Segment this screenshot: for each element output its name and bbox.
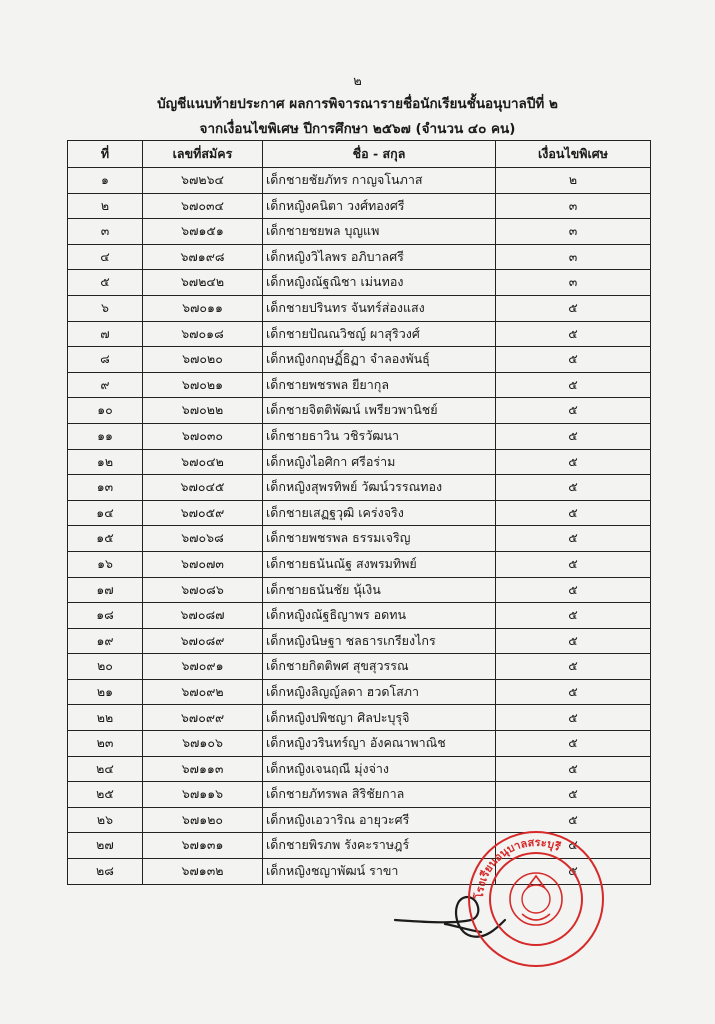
special-condition: ๒ <box>496 168 651 194</box>
table-row <box>68 679 651 705</box>
student-name: เด็กชายชัยภัทร กาญจโนภาส <box>263 168 496 194</box>
application-number: ๖๗๐๕๙ <box>143 500 263 526</box>
special-condition: ๕ <box>496 295 651 321</box>
row-number: ๒๔ <box>68 756 143 782</box>
special-condition: ๓ <box>496 193 651 219</box>
table-row <box>68 449 651 475</box>
student-name: เด็กหญิงวรินทร์ญา อังคณาพาณิช <box>263 731 496 757</box>
table-row <box>68 372 651 398</box>
table-row <box>68 500 651 526</box>
table-row <box>68 423 651 449</box>
row-number: ๔ <box>68 244 143 270</box>
row-number: ๒๑ <box>68 679 143 705</box>
student-name: เด็กชายชยพล บุญแพ <box>263 219 496 245</box>
row-number: ๑ <box>68 168 143 194</box>
special-condition: ๕ <box>496 705 651 731</box>
application-number: ๖๗๐๘๖ <box>143 577 263 603</box>
student-name: เด็กหญิงณัฐณิชา เม่นทอง <box>263 270 496 296</box>
table-row <box>68 756 651 782</box>
table-header-row <box>68 141 651 168</box>
table-row <box>68 603 651 629</box>
table-row <box>68 193 651 219</box>
application-number: ๖๗๐๔๕ <box>143 475 263 501</box>
document-title-line-2: จากเงื่อนไขพิเศษ ปีการศึกษา ๒๕๖๗ (จำนวน ๔๐ คน) <box>199 121 516 137</box>
header-special-condition: เงื่อนไขพิเศษ <box>496 141 651 168</box>
application-number: ๖๗๐๗๓ <box>143 551 263 577</box>
application-number: ๖๗๐๙๑ <box>143 654 263 680</box>
special-condition: ๕ <box>496 782 651 808</box>
student-name: เด็กชายพชรพล ยียากุล <box>263 372 496 398</box>
student-name: เด็กหญิงณัฐธิญาพร อดทน <box>263 603 496 629</box>
application-number: ๖๗๐๑๑ <box>143 295 263 321</box>
application-number: ๖๗๐๒๑ <box>143 372 263 398</box>
table-row <box>68 628 651 654</box>
student-name: เด็กหญิงเจนฤณี มุ่งจ่าง <box>263 756 496 782</box>
table-row <box>68 219 651 245</box>
table-row <box>68 782 651 808</box>
document-title-line-1: บัญชีแนบท้ายประกาศ ผลการพิจารณารายชื่อนักเรียนชั้นอนุบาลปีที่ ๒ <box>157 96 558 112</box>
row-number: ๑๐ <box>68 398 143 424</box>
table-row <box>68 731 651 757</box>
special-condition: ๕ <box>496 423 651 449</box>
table-row <box>68 705 651 731</box>
table-row <box>68 654 651 680</box>
table-row <box>68 526 651 552</box>
special-condition: ๓ <box>496 244 651 270</box>
application-number: ๖๗๐๑๘ <box>143 321 263 347</box>
application-number: ๖๗๐๙๙ <box>143 705 263 731</box>
student-name: เด็กหญิงเอวาริณ อายุวะศรี <box>263 807 496 833</box>
special-condition: ๕ <box>496 731 651 757</box>
row-number: ๗ <box>68 321 143 347</box>
application-number: ๖๗๑๑๓ <box>143 756 263 782</box>
special-condition: ๓ <box>496 270 651 296</box>
special-condition: ๕ <box>496 603 651 629</box>
special-condition: ๕ <box>496 654 651 680</box>
student-name: เด็กหญิงวิไลพร อภิบาลศรี <box>263 244 496 270</box>
student-name: เด็กหญิงลิญญ์ลดา ฮวดโสภา <box>263 679 496 705</box>
special-condition: ๕ <box>496 500 651 526</box>
special-condition: ๕ <box>496 859 651 885</box>
row-number: ๙ <box>68 372 143 398</box>
row-number: ๕ <box>68 270 143 296</box>
student-name: เด็กชายจิตติพัฒน์ เพรียวพานิชย์ <box>263 398 496 424</box>
table-row <box>68 398 651 424</box>
table-row <box>68 321 651 347</box>
table-body <box>68 168 651 885</box>
special-condition: ๕ <box>496 756 651 782</box>
application-number: ๖๗๒๔๒ <box>143 270 263 296</box>
row-number: ๑๗ <box>68 577 143 603</box>
special-condition: ๕ <box>496 372 651 398</box>
student-name: เด็กชายธนันณัฐ สงพรมทิพย์ <box>263 551 496 577</box>
special-condition: ๓ <box>496 219 651 245</box>
special-condition: ๕ <box>496 807 651 833</box>
student-name: เด็กหญิงคนิตา วงศ์ทองศรี <box>263 193 496 219</box>
school-seal <box>465 828 607 970</box>
special-condition: ๕ <box>496 679 651 705</box>
student-name: เด็กชายเสฏฐวุฒิ เคร่งจริง <box>263 500 496 526</box>
table-row <box>68 551 651 577</box>
student-name: เด็กชายธนันชัย นุ้เงิน <box>263 577 496 603</box>
application-number: ๖๗๐๘๙ <box>143 628 263 654</box>
table-row <box>68 168 651 194</box>
row-number: ๑๒ <box>68 449 143 475</box>
row-number: ๑๘ <box>68 603 143 629</box>
special-condition: ๕ <box>496 577 651 603</box>
student-name: เด็กหญิงชญาพัฒน์ ราขา <box>263 859 496 885</box>
row-number: ๘ <box>68 347 143 373</box>
application-number: ๖๗๐๓๔ <box>143 193 263 219</box>
special-condition: ๕ <box>496 449 651 475</box>
row-number: ๑๔ <box>68 500 143 526</box>
student-name: เด็กชายกิตติพศ สุขสุวรรณ <box>263 654 496 680</box>
row-number: ๓ <box>68 219 143 245</box>
seal-text: โรงเรียนอนุบาลสระบุรี <box>472 835 563 900</box>
row-number: ๒๓ <box>68 731 143 757</box>
row-number: ๒๗ <box>68 833 143 859</box>
header-full-name: ชื่อ - สกุล <box>263 141 496 168</box>
application-number: ๖๗๑๑๖ <box>143 782 263 808</box>
table-row <box>68 475 651 501</box>
student-name: เด็กชายภัทรพล สิริชัยกาล <box>263 782 496 808</box>
special-condition: ๕ <box>496 321 651 347</box>
student-name: เด็กหญิงกฤษฏิ์ธิฏา จำลองพันธุ์ <box>263 347 496 373</box>
application-number: ๖๗๐๙๒ <box>143 679 263 705</box>
special-condition: ๕ <box>496 833 651 859</box>
student-name: เด็กหญิงปพิชญา ศิลปะบุรุจิ <box>263 705 496 731</box>
row-number: ๑๙ <box>68 628 143 654</box>
header-application-number: เลขที่สมัคร <box>143 141 263 168</box>
row-number: ๒๒ <box>68 705 143 731</box>
student-name: เด็กหญิงสุพรทิพย์ วัฒน์วรรณทอง <box>263 475 496 501</box>
special-condition: ๕ <box>496 398 651 424</box>
student-name: เด็กชายธาวิน วชิรวัฒนา <box>263 423 496 449</box>
application-number: ๖๗๐๒๐ <box>143 347 263 373</box>
table-row <box>68 244 651 270</box>
row-number: ๒๘ <box>68 859 143 885</box>
svg-text:โรงเรียนอนุบาลสระบุรี <box>472 836 563 900</box>
page-number: ๒ <box>353 74 362 89</box>
application-number: ๖๗๐๒๒ <box>143 398 263 424</box>
student-name: เด็กชายพชรพล ธรรมเจริญ <box>263 526 496 552</box>
application-number: ๖๗๑๐๖ <box>143 731 263 757</box>
application-number: ๖๗๑๒๐ <box>143 807 263 833</box>
table-row <box>68 295 651 321</box>
row-number: ๑๕ <box>68 526 143 552</box>
row-number: ๒๖ <box>68 807 143 833</box>
row-number: ๑๑ <box>68 423 143 449</box>
table-row <box>68 577 651 603</box>
row-number: ๒๐ <box>68 654 143 680</box>
application-number: ๖๗๒๖๔ <box>143 168 263 194</box>
student-name: เด็กชายปัณณวิชญ์ ผาสุริวงศ์ <box>263 321 496 347</box>
application-number: ๖๗๐๔๒ <box>143 449 263 475</box>
application-number: ๖๗๐๘๗ <box>143 603 263 629</box>
student-name: เด็กชายพิรภพ รังคะราษฎร์ <box>263 833 496 859</box>
special-condition: ๕ <box>496 551 651 577</box>
application-number: ๖๗๑๕๑ <box>143 219 263 245</box>
application-number: ๖๗๑๓๒ <box>143 859 263 885</box>
student-name: เด็กชายปรินทร จันทร์ส่องแสง <box>263 295 496 321</box>
special-condition: ๕ <box>496 526 651 552</box>
application-number: ๖๗๑๓๑ <box>143 833 263 859</box>
special-condition: ๕ <box>496 347 651 373</box>
student-name: เด็กหญิงไอศิกา ศรีอร่าม <box>263 449 496 475</box>
row-number: ๖ <box>68 295 143 321</box>
student-list-table <box>67 140 651 885</box>
header-no: ที่ <box>68 141 143 168</box>
table-row <box>68 270 651 296</box>
application-number: ๖๗๐๖๘ <box>143 526 263 552</box>
row-number: ๒ <box>68 193 143 219</box>
table-row <box>68 347 651 373</box>
special-condition: ๕ <box>496 475 651 501</box>
application-number: ๖๗๑๙๘ <box>143 244 263 270</box>
row-number: ๑๖ <box>68 551 143 577</box>
row-number: ๑๓ <box>68 475 143 501</box>
application-number: ๖๗๐๓๐ <box>143 423 263 449</box>
student-name: เด็กหญิงนิษฐา ชลธารเกรียงไกร <box>263 628 496 654</box>
special-condition: ๕ <box>496 628 651 654</box>
row-number: ๒๕ <box>68 782 143 808</box>
